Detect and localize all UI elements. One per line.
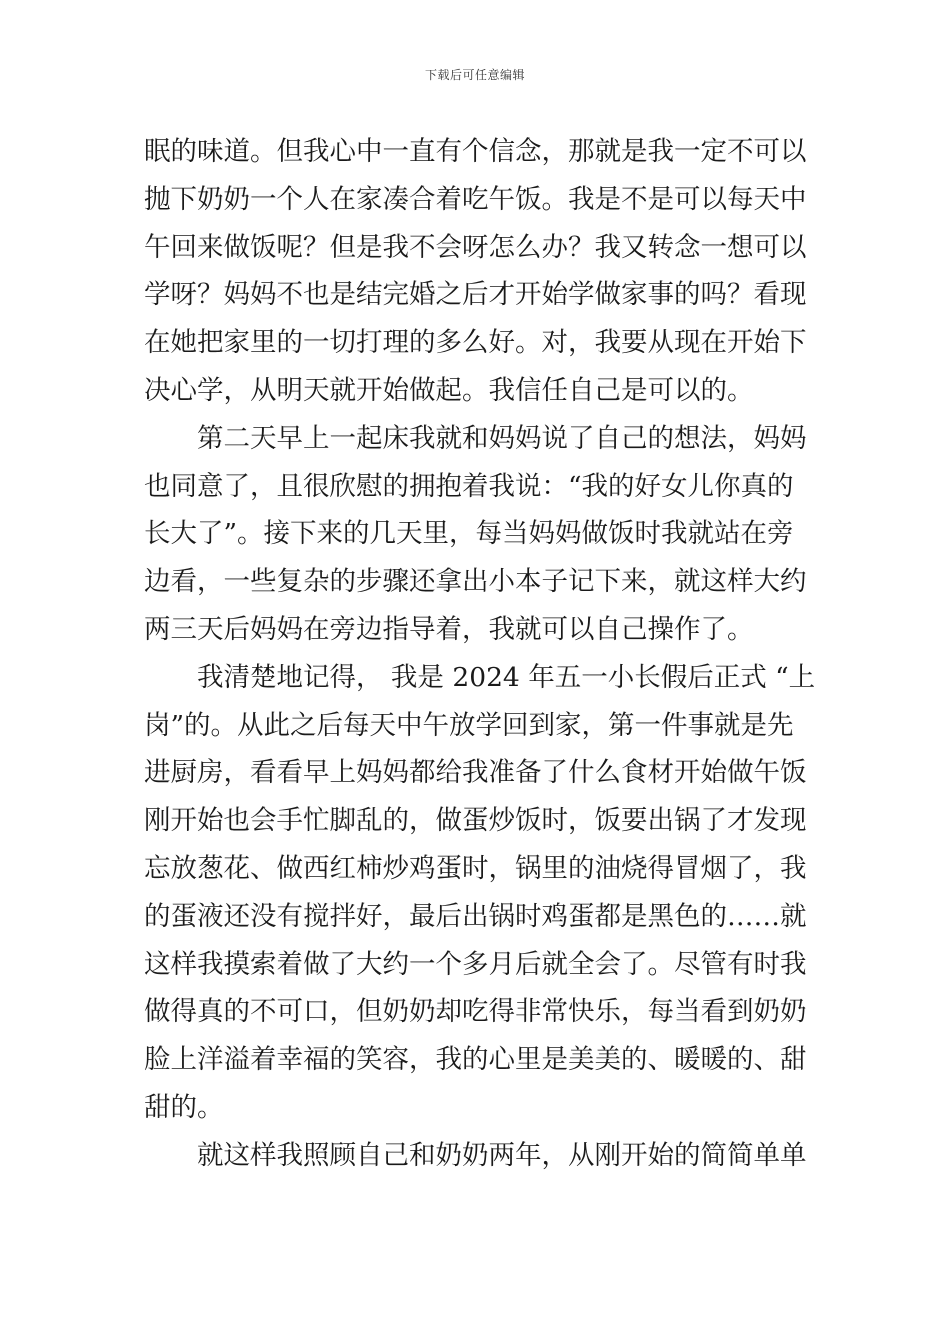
text-line: 这样我摸索着做了大约一个多月后就全会了。尽管有时我: [144, 948, 807, 980]
text-line: 午回来做饭呢？但是我不会呀怎么办？我又转念一想可以: [144, 231, 807, 263]
text-line: 长大了”。接下来的几天里，每当妈妈做饭时我就站在旁: [144, 518, 794, 550]
text-line-indented: 我清楚地记得， 我是 2024 年五一小长假后正式 “上: [197, 661, 816, 693]
text-line: 忘放葱花、做西红柿炒鸡蛋时，锅里的油烧得冒烟了，我: [144, 852, 807, 884]
text-line: 甜的。: [144, 1091, 224, 1123]
page-header: 下载后可任意编辑: [424, 68, 525, 82]
text-line: 做得真的不可口，但奶奶却吃得非常快乐，每当看到奶奶: [144, 996, 807, 1028]
text-line: 决心学，从明天就开始做起。我信任自己是可以的。: [144, 374, 754, 406]
paragraph-2: [144, 415, 808, 654]
paragraph-1: [144, 128, 808, 415]
document-body: [144, 128, 816, 1180]
text-line: 的蛋液还没有搅拌好，最后出锅时鸡蛋都是黑色的……就: [144, 900, 807, 932]
text-line: 边看，一些复杂的步骤还拿出小本子记下来，就这样大约: [144, 566, 807, 598]
text-line: 抛下奶奶一个人在家凑合着吃午饭。我是不是可以每天中: [144, 183, 807, 215]
text-line: 刚开始也会手忙脚乱的，做蛋炒饭时，饭要出锅了才发现: [144, 805, 807, 837]
text-line: 岗”的。从此之后每天中午放学回到家，第一件事就是先: [144, 709, 794, 741]
text-line: 脸上洋溢着幸福的笑容，我的心里是美美的、暖暖的、甜: [144, 1044, 807, 1076]
text-line: 学呀？妈妈不也是结完婚之后才开始学做家事的吗？看现: [144, 279, 807, 311]
text-line: 进厨房，看看早上妈妈都给我准备了什么食材开始做午饭: [144, 757, 807, 789]
text-line: 眠的味道。但我心中一直有个信念，那就是我一定不可以: [144, 136, 807, 167]
text-line-indented: 第二天早上一起床我就和妈妈说了自己的想法，妈妈: [197, 422, 807, 454]
text-line: 也同意了，且很欣慰的拥抱着我说：“我的好女儿你真的: [144, 470, 794, 502]
paragraph-4: [144, 1132, 808, 1180]
text-line: 在她把家里的一切打理的多么好。对，我要从现在开始下: [144, 327, 807, 359]
paragraph-3: [144, 654, 816, 1132]
text-line-indented: 就这样我照顾自己和奶奶两年，从刚开始的简简单单: [197, 1139, 807, 1171]
text-line: 两三天后妈妈在旁边指导着，我就可以自己操作了。: [144, 613, 754, 645]
